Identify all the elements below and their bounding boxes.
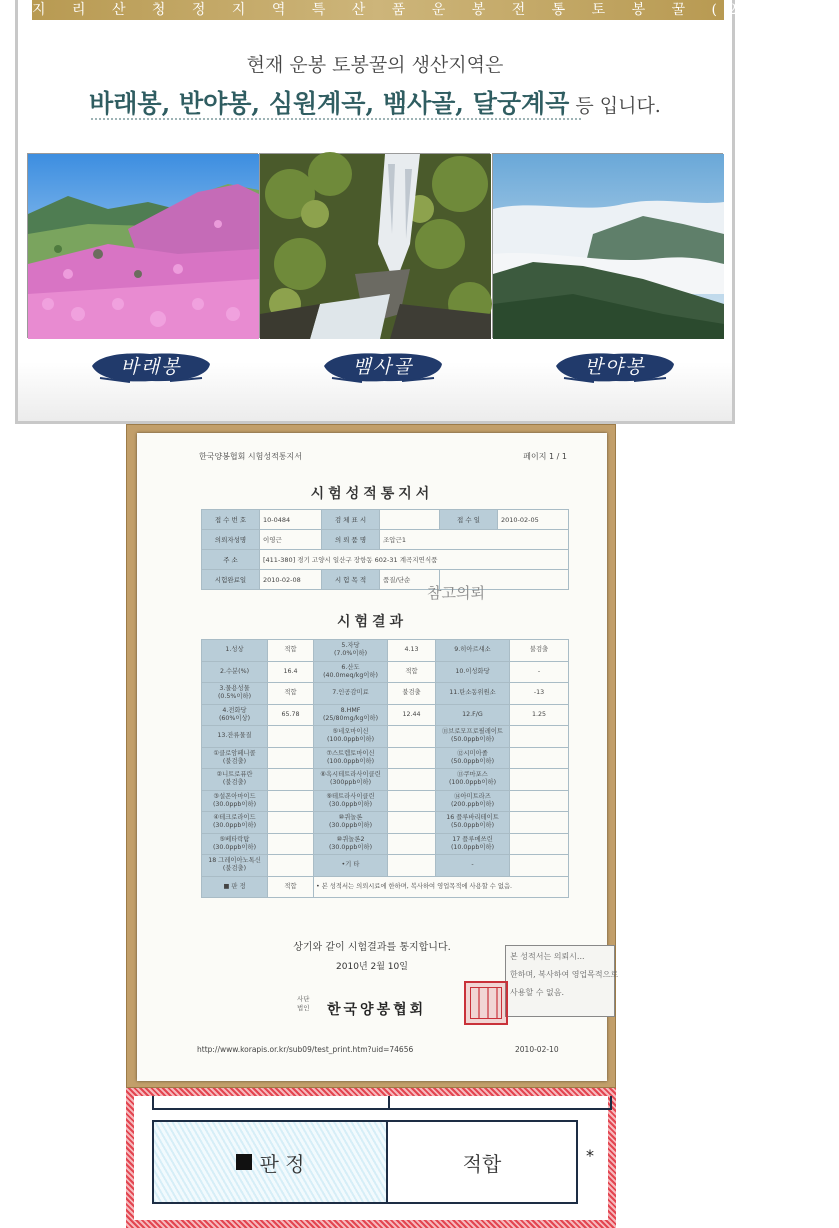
region-names: 바래봉, 반야봉, 심원계곡, 뱀사골, 달궁계곡 bbox=[89, 89, 570, 118]
result-value: 적합 bbox=[388, 661, 436, 683]
stamp-note: 본 성적서는 의뢰시... 한하며, 복사하여 영업목적으로 사용할 수 없음. bbox=[505, 945, 615, 1017]
result-item: ⑩퀴놀론2 (30.0ppb이하) bbox=[314, 833, 388, 855]
caption-label: 반야봉 bbox=[584, 356, 646, 378]
result-item: ②니트로퓨란 (불검출) bbox=[202, 769, 268, 791]
verdict-note: • 본 성적서는 의뢰시료에 한하며, 복사하여 영업목적에 사용할 수 없음. bbox=[314, 876, 569, 898]
result-value bbox=[388, 747, 436, 769]
result-item: 13.잔류물질 bbox=[202, 726, 268, 748]
result-item: 4.전화당 (60%이상) bbox=[202, 704, 268, 726]
result-value: - bbox=[510, 661, 569, 683]
result-value bbox=[510, 855, 569, 877]
result-item: ⑧옥시테트라사이클린 (300ppb이하) bbox=[314, 769, 388, 791]
request-info-table: 접 수 번 호 10-0484 검 체 표 시 접 수 일 2010-02-05 의뢰자성명 이영근 의 뢰 품 명 조압근1 주 소 [411-380] 경기 고양시 일산구 장항동 602-31 계곡지연식품 시험완료일 2010-02-08 시 험 목 적 품질/단순 bbox=[201, 509, 569, 590]
result-item: ⑭아미트라즈 (200.ppb이하) bbox=[436, 790, 510, 812]
result-item: ①클로암페니콜 (불검출) bbox=[202, 747, 268, 769]
result-value bbox=[510, 812, 569, 834]
result-item: 1.성상 bbox=[202, 640, 268, 662]
result-row bbox=[202, 855, 569, 877]
result-item: 17 플루메쓰린 (10.0ppb이하) bbox=[436, 833, 510, 855]
result-value: 16.4 bbox=[268, 661, 314, 683]
region-panel bbox=[15, 0, 839, 424]
result-value bbox=[510, 726, 569, 748]
result-item: ⑩퀴놀론 (30.0ppb이하) bbox=[314, 812, 388, 834]
result-row bbox=[202, 726, 569, 748]
org-prefix: 사단 법인 bbox=[297, 995, 310, 1012]
result-value: 불검출 bbox=[388, 683, 436, 705]
region-headline: 현재 운봉 토봉꿀의 생산지역은 bbox=[246, 54, 504, 76]
result-value bbox=[388, 769, 436, 791]
result-value: 1.25 bbox=[510, 704, 569, 726]
result-value: -13 bbox=[510, 683, 569, 705]
result-item: 7.인공감미료 bbox=[314, 683, 388, 705]
region-list bbox=[18, 84, 732, 120]
result-row bbox=[202, 661, 569, 683]
result-row bbox=[202, 640, 569, 662]
region-suffix: 등 입니다. bbox=[569, 95, 661, 117]
photo-baemsagol bbox=[259, 153, 490, 338]
result-value bbox=[268, 855, 314, 877]
purpose-stamp: 참고의뢰 bbox=[427, 584, 485, 602]
certificate-header: 한국양봉협회 시험성적통지서 bbox=[199, 452, 303, 461]
result-item: ⑨테트라사이클린 (30.0ppb이하) bbox=[314, 790, 388, 812]
footer-date: 2010-02-10 bbox=[515, 1045, 559, 1054]
result-row bbox=[202, 790, 569, 812]
result-item: ③설폰아마이드 (30.0ppb이하) bbox=[202, 790, 268, 812]
result-value bbox=[268, 726, 314, 748]
page-indicator: 페이지 1 / 1 bbox=[523, 452, 567, 461]
result-item: 18 그레이아노톡신 (불검출) bbox=[202, 855, 268, 877]
caption-banyabong bbox=[554, 348, 676, 386]
result-item: 3.물용성물 (0.5%이하) bbox=[202, 683, 268, 705]
notice-sentence: 상기와 같이 시험결과를 통지합니다. bbox=[293, 942, 451, 953]
caption-label: 뱀사골 bbox=[352, 356, 414, 378]
caption-baemsagol bbox=[322, 348, 444, 386]
result-item: ⑤베타락탐 (30.0ppb이하) bbox=[202, 833, 268, 855]
dotted-divider bbox=[91, 118, 581, 120]
official-seal bbox=[464, 981, 508, 1025]
result-value bbox=[510, 747, 569, 769]
result-item: 9.히아르섀소 bbox=[436, 640, 510, 662]
product-title-strip: 지 리 산 청 정 지 역 특 산 품 운 봉 전 통 토 봉 꿀 (2.4kg) bbox=[32, 2, 839, 18]
results-title: 시험결과 bbox=[336, 614, 408, 630]
result-item: 8.HMF (25/80mg/kg이하) bbox=[314, 704, 388, 726]
result-value bbox=[388, 833, 436, 855]
result-item: 12.F/G bbox=[436, 704, 510, 726]
test-results-table bbox=[201, 639, 569, 898]
result-value bbox=[510, 790, 569, 812]
result-value bbox=[268, 747, 314, 769]
result-item: 10.이성화당 bbox=[436, 661, 510, 683]
result-item: 16 플루바리테이트 (50.0ppb이하) bbox=[436, 812, 510, 834]
certificate-title: 시험성적통지서 bbox=[310, 486, 434, 502]
result-item: ⑪브로모프로필레이트 (50.0ppb이하) bbox=[436, 726, 510, 748]
result-row bbox=[202, 812, 569, 834]
result-item: ⑦스트렙토마이신 (100.0ppb이하) bbox=[314, 747, 388, 769]
issue-date: 2010년 2월 10일 bbox=[336, 962, 408, 972]
organization-name: 한국양봉협회 bbox=[327, 1002, 427, 1018]
result-value bbox=[388, 790, 436, 812]
result-item: •기 타 bbox=[314, 855, 388, 877]
photo-banyabong bbox=[492, 153, 723, 338]
result-row bbox=[202, 769, 569, 791]
result-value bbox=[510, 769, 569, 791]
result-row bbox=[202, 683, 569, 705]
result-item: ⑫시미아졸 (50.0ppb이하) bbox=[436, 747, 510, 769]
certificate-url: http://www.korapis.or.kr/sub09/test_print.htm?uid=74656 bbox=[197, 1045, 414, 1054]
result-item: ⑤네오마이신 (100.0ppb이하) bbox=[314, 726, 388, 748]
result-item: - bbox=[436, 855, 510, 877]
result-value bbox=[268, 769, 314, 791]
result-row bbox=[202, 704, 569, 726]
verdict-label: ■ 판 정 bbox=[202, 876, 268, 898]
zoom-verdict-label: 판 정 bbox=[152, 1120, 388, 1204]
result-value bbox=[388, 726, 436, 748]
result-value bbox=[268, 833, 314, 855]
photo-baraebong bbox=[27, 153, 258, 338]
result-item: 5.자당 (7.0%이하) bbox=[314, 640, 388, 662]
result-value: 적합 bbox=[268, 640, 314, 662]
result-value: 불검출 bbox=[510, 640, 569, 662]
result-value: 적합 bbox=[268, 683, 314, 705]
result-value bbox=[268, 812, 314, 834]
verdict-value: 적합 bbox=[268, 876, 314, 898]
result-item: 2.수분(%) bbox=[202, 661, 268, 683]
result-value: 65.78 bbox=[268, 704, 314, 726]
result-row bbox=[202, 747, 569, 769]
caption-label: 바래봉 bbox=[120, 356, 182, 378]
black-square-icon bbox=[236, 1154, 252, 1170]
asterisk-mark: * bbox=[586, 1146, 594, 1165]
zoom-verdict-value: 적합 bbox=[386, 1120, 578, 1204]
result-value bbox=[268, 790, 314, 812]
result-value bbox=[510, 833, 569, 855]
certificate-frame bbox=[126, 424, 619, 1088]
result-item: 11.탄소동위원소 bbox=[436, 683, 510, 705]
result-value bbox=[388, 812, 436, 834]
result-item: ⑬쿠마포스 (100.0ppb이하) bbox=[436, 769, 510, 791]
result-value: 4.13 bbox=[388, 640, 436, 662]
result-row bbox=[202, 833, 569, 855]
result-item: ④테크로라이드 (30.0ppb이하) bbox=[202, 812, 268, 834]
verdict-zoom bbox=[134, 1096, 608, 1220]
result-value bbox=[388, 855, 436, 877]
certificate-document bbox=[137, 433, 619, 1081]
caption-baraebong bbox=[90, 348, 212, 386]
result-item: 6.산도 (40.0meq/kg이하) bbox=[314, 661, 388, 683]
verdict-zoom-frame bbox=[126, 1088, 616, 1228]
result-value: 12.44 bbox=[388, 704, 436, 726]
